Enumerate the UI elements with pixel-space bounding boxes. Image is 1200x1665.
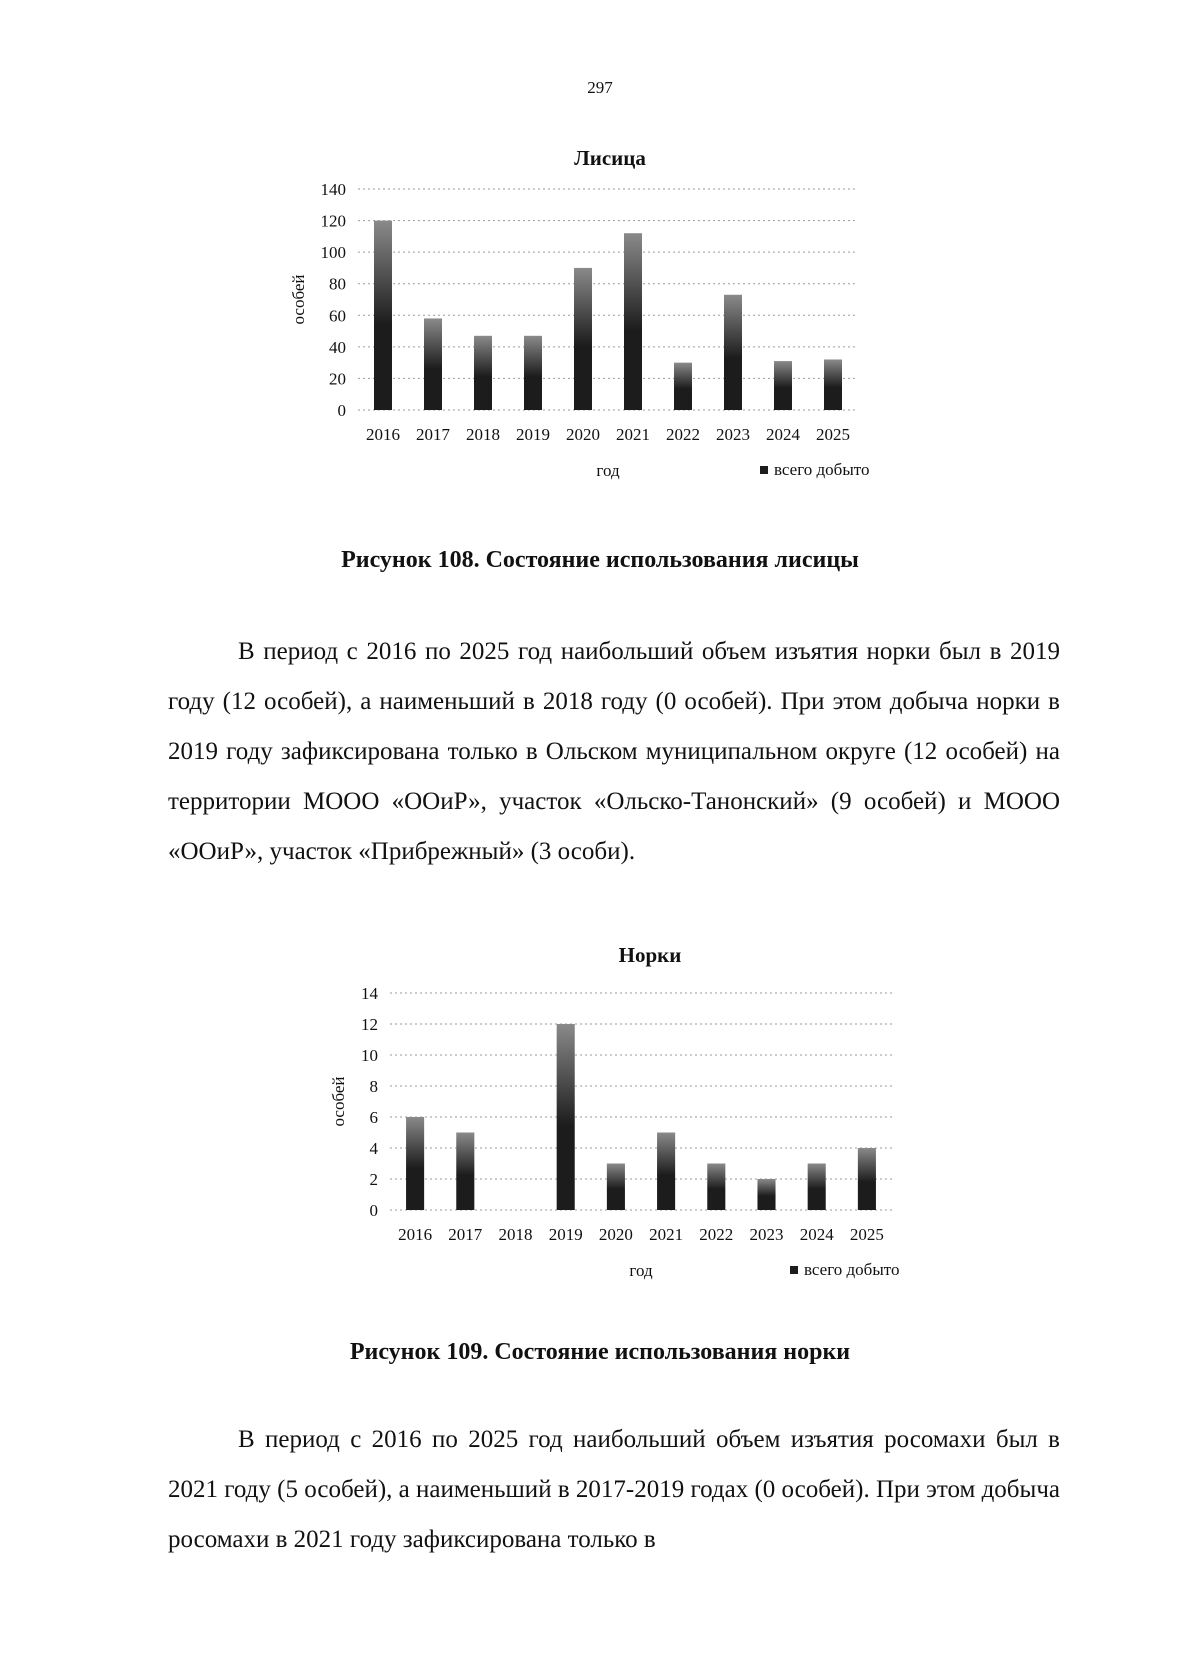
x-tick-label: 2020 (598, 1225, 633, 1244)
chart-title-mink: Норки (618, 943, 682, 967)
y-tick-label: 6 (369, 1108, 378, 1127)
bar (607, 1164, 625, 1211)
x-tick-label: 2021 (649, 1225, 684, 1244)
figure-109-caption: Рисунок 109. Состояние использования норки (349, 1339, 851, 1365)
bar (774, 361, 792, 410)
x-tick-label: 2023 (716, 425, 750, 444)
legend-label: всего добыто (804, 1260, 900, 1279)
legend-swatch (790, 1266, 798, 1274)
chart-mink (320, 975, 980, 1300)
x-axis-title: год (629, 1261, 653, 1280)
x-tick-label: 2022 (699, 1225, 734, 1244)
x-tick-label: 2017 (416, 425, 450, 444)
y-tick-label: 0 (369, 1201, 378, 1220)
y-tick-label: 100 (320, 243, 346, 263)
x-tick-label: 2018 (498, 1225, 533, 1244)
x-tick-label: 2025 (816, 425, 850, 444)
chart-fox (280, 175, 940, 515)
x-tick-label: 2022 (666, 425, 700, 444)
y-tick-label: 10 (361, 1046, 378, 1065)
y-tick-label: 0 (337, 401, 346, 420)
bar (808, 1164, 826, 1211)
legend-label: всего добыто (774, 460, 870, 479)
y-tick-label: 80 (329, 274, 346, 294)
bar (557, 1024, 575, 1210)
bar (474, 336, 492, 410)
x-tick-label: 2024 (766, 425, 800, 444)
y-axis-title: особей (289, 274, 308, 325)
y-tick-label: 12 (361, 1015, 378, 1034)
x-tick-label: 2024 (799, 1225, 834, 1244)
x-axis-title: год (596, 461, 620, 480)
y-tick-label: 4 (369, 1139, 378, 1158)
y-tick-label: 140 (320, 180, 346, 199)
legend-swatch (760, 466, 768, 474)
x-tick-label: 2020 (566, 425, 600, 444)
bar (456, 1133, 474, 1211)
figure-108-caption: Рисунок 108. Состояние использования лисицы (341, 547, 859, 573)
y-tick-label: 60 (329, 306, 346, 326)
bar (406, 1117, 424, 1210)
x-tick-label: 2023 (749, 1225, 784, 1244)
y-tick-label: 2 (369, 1170, 378, 1189)
paragraph-mink-summary: В период с 2016 по 2025 год наибольший объем изъятия норки был в 2019 году (12 особей), а наименьший в 2018 году (0 особей). При этом добыча норки в 2019 году зафиксирована только в Ольском муниципальном округе (12 особей) на территории МООО «ООиР», участок «Ольско-Танонский» (9 особей) и МООО «ООиР», участок «Прибрежный» (3 особи). (168, 638, 1060, 865)
x-tick-label: 2025 (849, 1225, 884, 1244)
chart-title-fox: Лисица (574, 146, 646, 170)
x-tick-label: 2016 (366, 425, 400, 444)
paragraph-wolverine-summary: В период с 2016 по 2025 год наибольший объем изъятия росомахи был в 2021 году (5 особей), а наименьший в 2017-2019 годах (0 особей). При этом добыча росомахи в 2021 году зафиксирована только в (168, 1426, 1060, 1553)
y-tick-label: 20 (329, 369, 346, 389)
page-number: 297 (587, 78, 613, 97)
y-tick-label: 40 (329, 337, 346, 357)
bar (574, 268, 592, 410)
y-axis-title: особей (329, 1076, 348, 1127)
y-tick-label: 120 (320, 211, 346, 231)
x-tick-label: 2021 (616, 425, 650, 444)
bar (674, 363, 692, 410)
bar (424, 318, 442, 410)
bar (757, 1179, 775, 1210)
x-tick-label: 2018 (466, 425, 500, 444)
x-tick-label: 2019 (548, 1225, 583, 1244)
bar (624, 233, 642, 410)
bar (524, 336, 542, 410)
y-tick-label: 14 (361, 984, 378, 1003)
bar (374, 221, 392, 410)
bar (824, 359, 842, 410)
x-tick-label: 2019 (516, 425, 550, 444)
x-tick-label: 2017 (448, 1225, 483, 1244)
bar (858, 1148, 876, 1210)
bar (657, 1133, 675, 1211)
x-tick-label: 2016 (398, 1225, 433, 1244)
bar (707, 1164, 725, 1211)
y-tick-label: 8 (369, 1077, 378, 1096)
bar (724, 295, 742, 410)
